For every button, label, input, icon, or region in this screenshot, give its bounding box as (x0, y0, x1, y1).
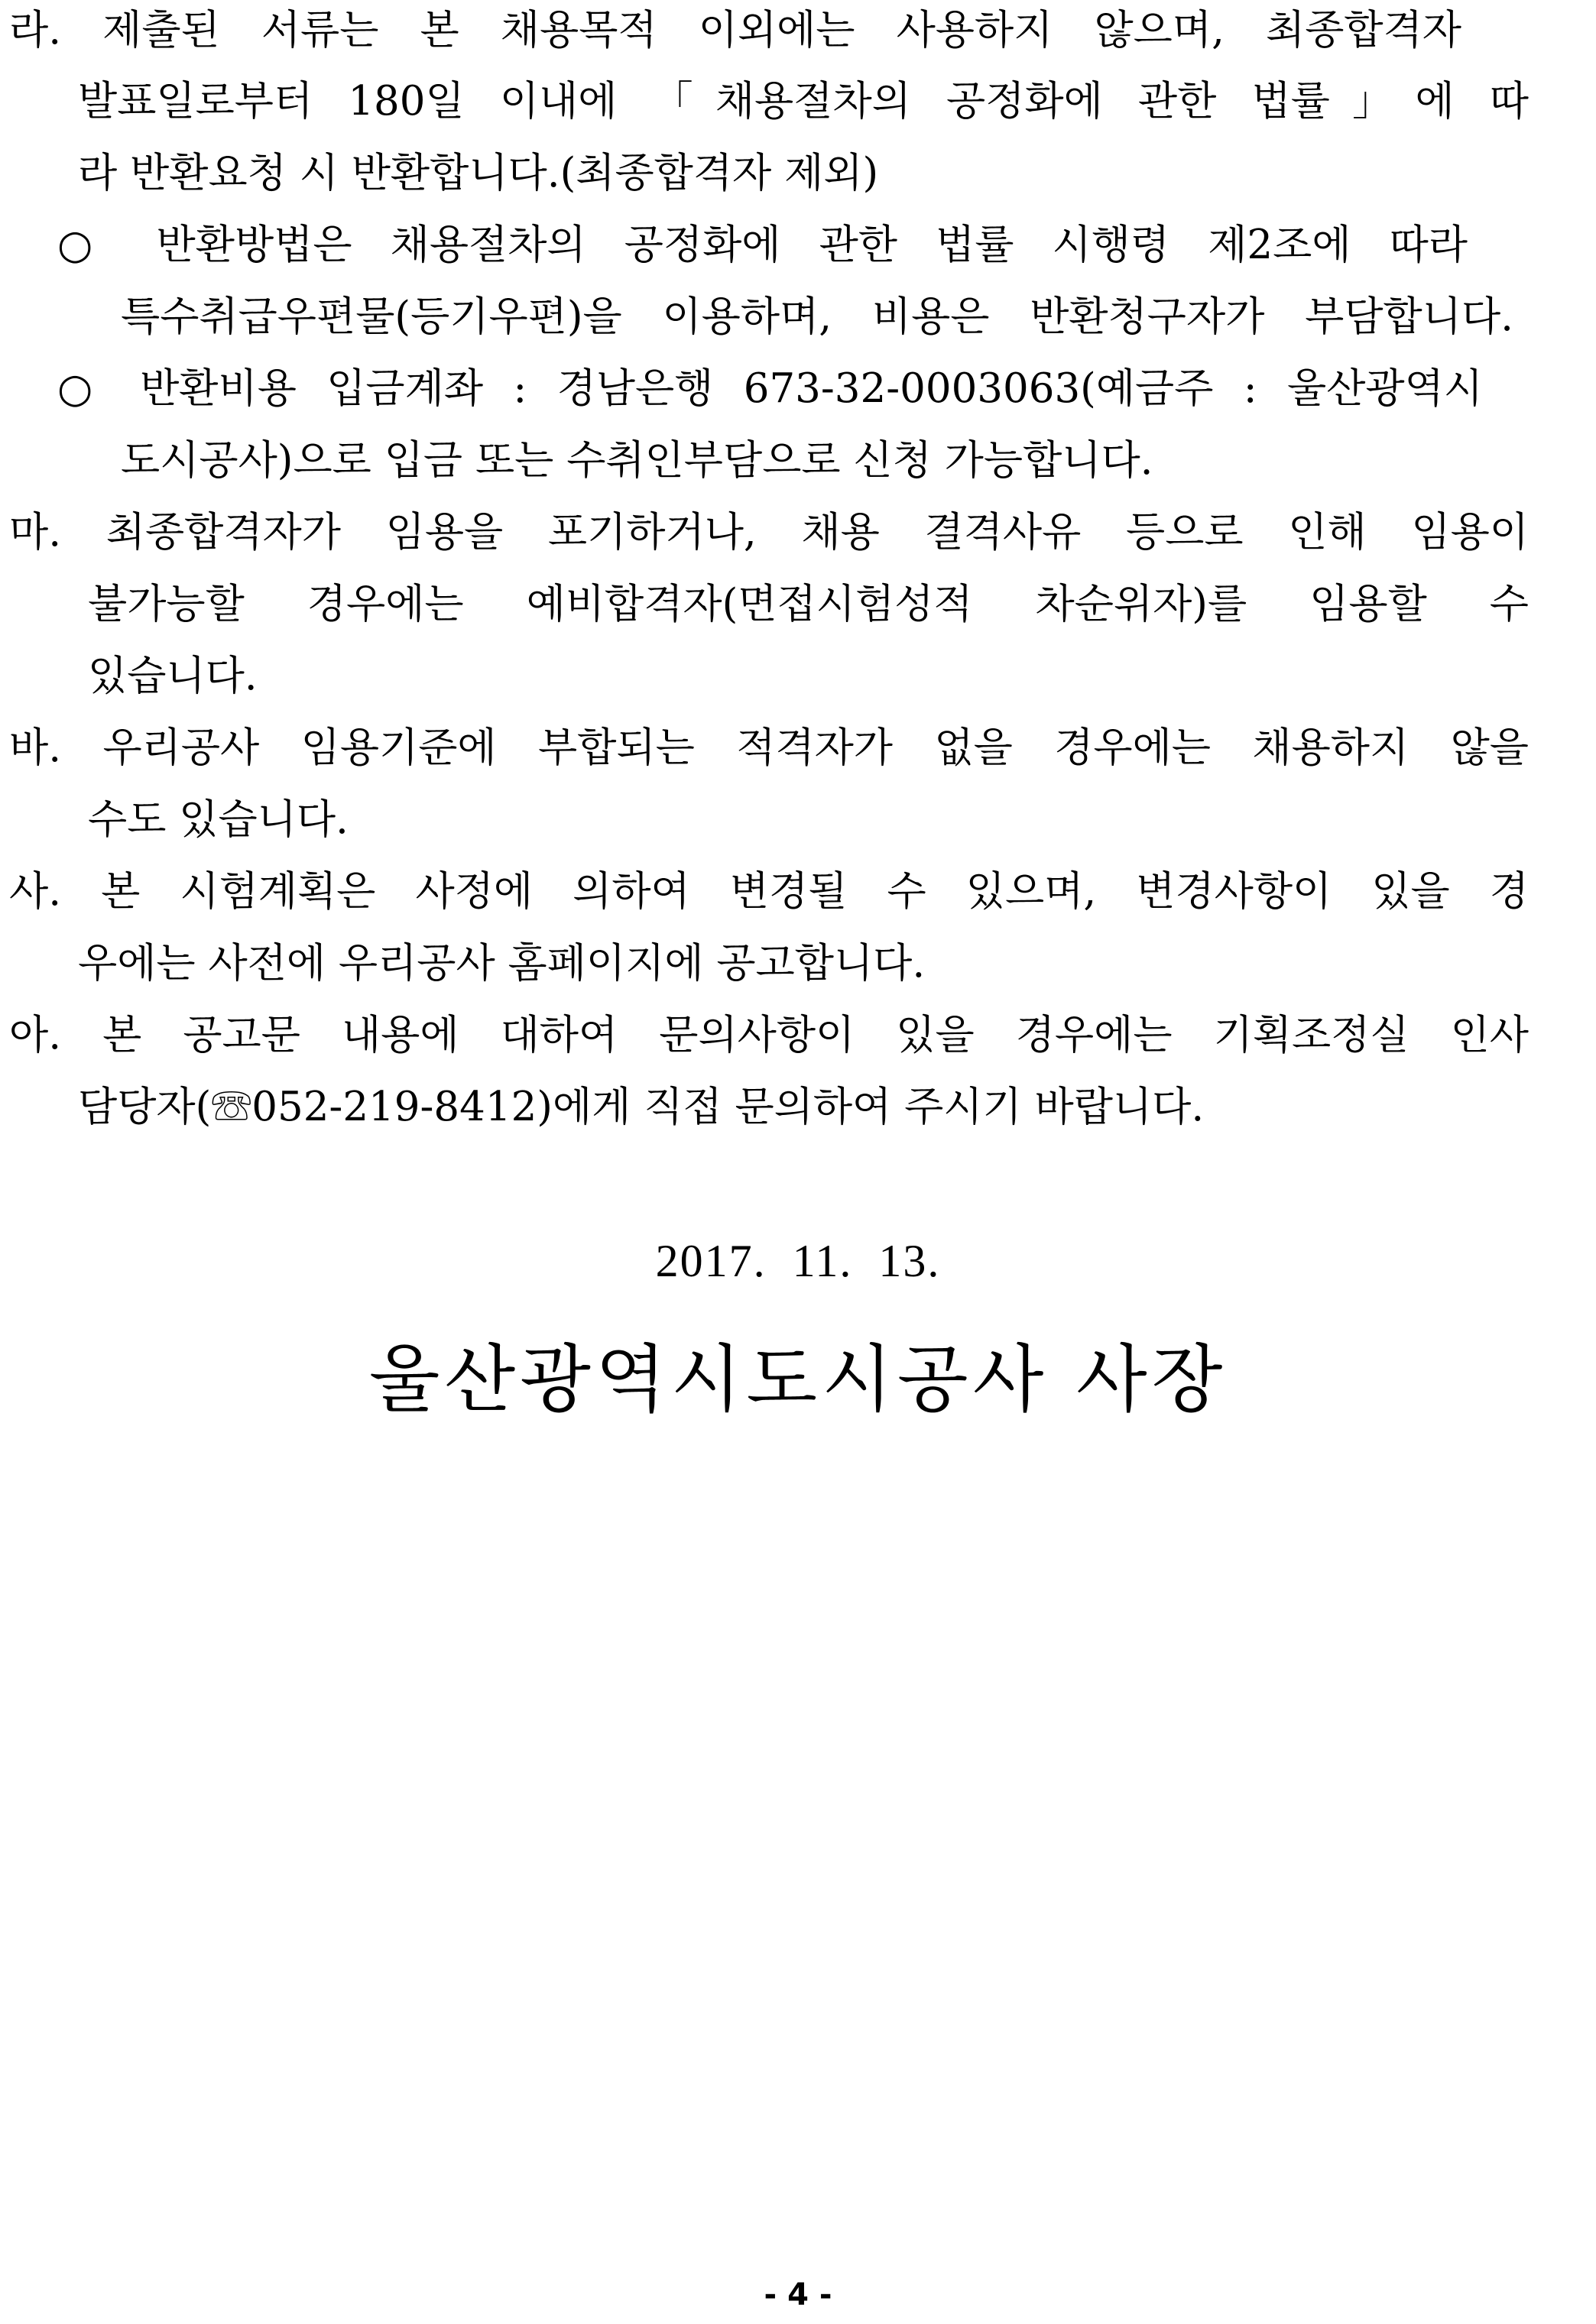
item-ra-line-3: 라 반환요청 시 반환합니다.(최종합격자 제외) (78, 150, 879, 196)
item-a-line-1: 아. 본 공고문 내용에 대하여 문의사항이 있을 경우에는 기획조정실 인사 (9, 1012, 1529, 1058)
item-sa-line-1: 사. 본 시험계획은 사정에 의하여 변경될 수 있으며, 변경사항이 있을 경 (9, 868, 1529, 915)
item-ma-line-3: 있습니다. (88, 653, 258, 699)
item-return-method-line-2: 특수취급우편물(등기우편)을 이용하며, 비용은 반환청구자가 부담합니다. (121, 293, 1513, 340)
issuer-signature: 울산광역시도시공사 사장 (368, 1337, 1228, 1422)
item-a-line-2: 담당자(☏052-219-8412)에게 직접 문의하여 주시기 바랍니다. (78, 1084, 1205, 1130)
page-number: - 4 - (764, 2277, 832, 2313)
item-return-account-line-1: ○ 반환비용 입금계좌 : 경남은행 673-32-0003063(예금주 : 울산광역시 (57, 365, 1483, 412)
item-return-method-line-1: ○ 반환방법은 채용절차의 공정화에 관한 법률 시행령 제2조에 따라 (57, 222, 1468, 268)
item-ma-line-1: 마. 최종합격자가 임용을 포기하거나, 채용 결격사유 등으로 인해 임용이 (9, 509, 1529, 556)
item-return-account-line-2: 도시공사)으로 입금 또는 수취인부담으로 신청 가능합니다. (121, 437, 1153, 484)
item-ba-line-2: 수도 있습니다. (88, 796, 349, 843)
item-ra-line-2: 발표일로부터 180일 이내에 「채용절차의 공정화에 관한 법률」에 따 (78, 78, 1529, 125)
item-ba-line-1: 바. 우리공사 임용기준에 부합되는 적격자가 없을 경우에는 채용하지 않을 (9, 724, 1529, 771)
notice-date: 2017. 11. 13. (655, 1236, 941, 1286)
item-ra-line-1: 라. 제출된 서류는 본 채용목적 이외에는 사용하지 않으며, 최종합격자 (9, 7, 1461, 53)
item-sa-line-2: 우에는 사전에 우리공사 홈페이지에 공고합니다. (78, 940, 926, 987)
item-ma-line-2: 불가능할 경우에는 예비합격자(면접시험성적 차순위자)를 임용할 수 (88, 581, 1529, 627)
